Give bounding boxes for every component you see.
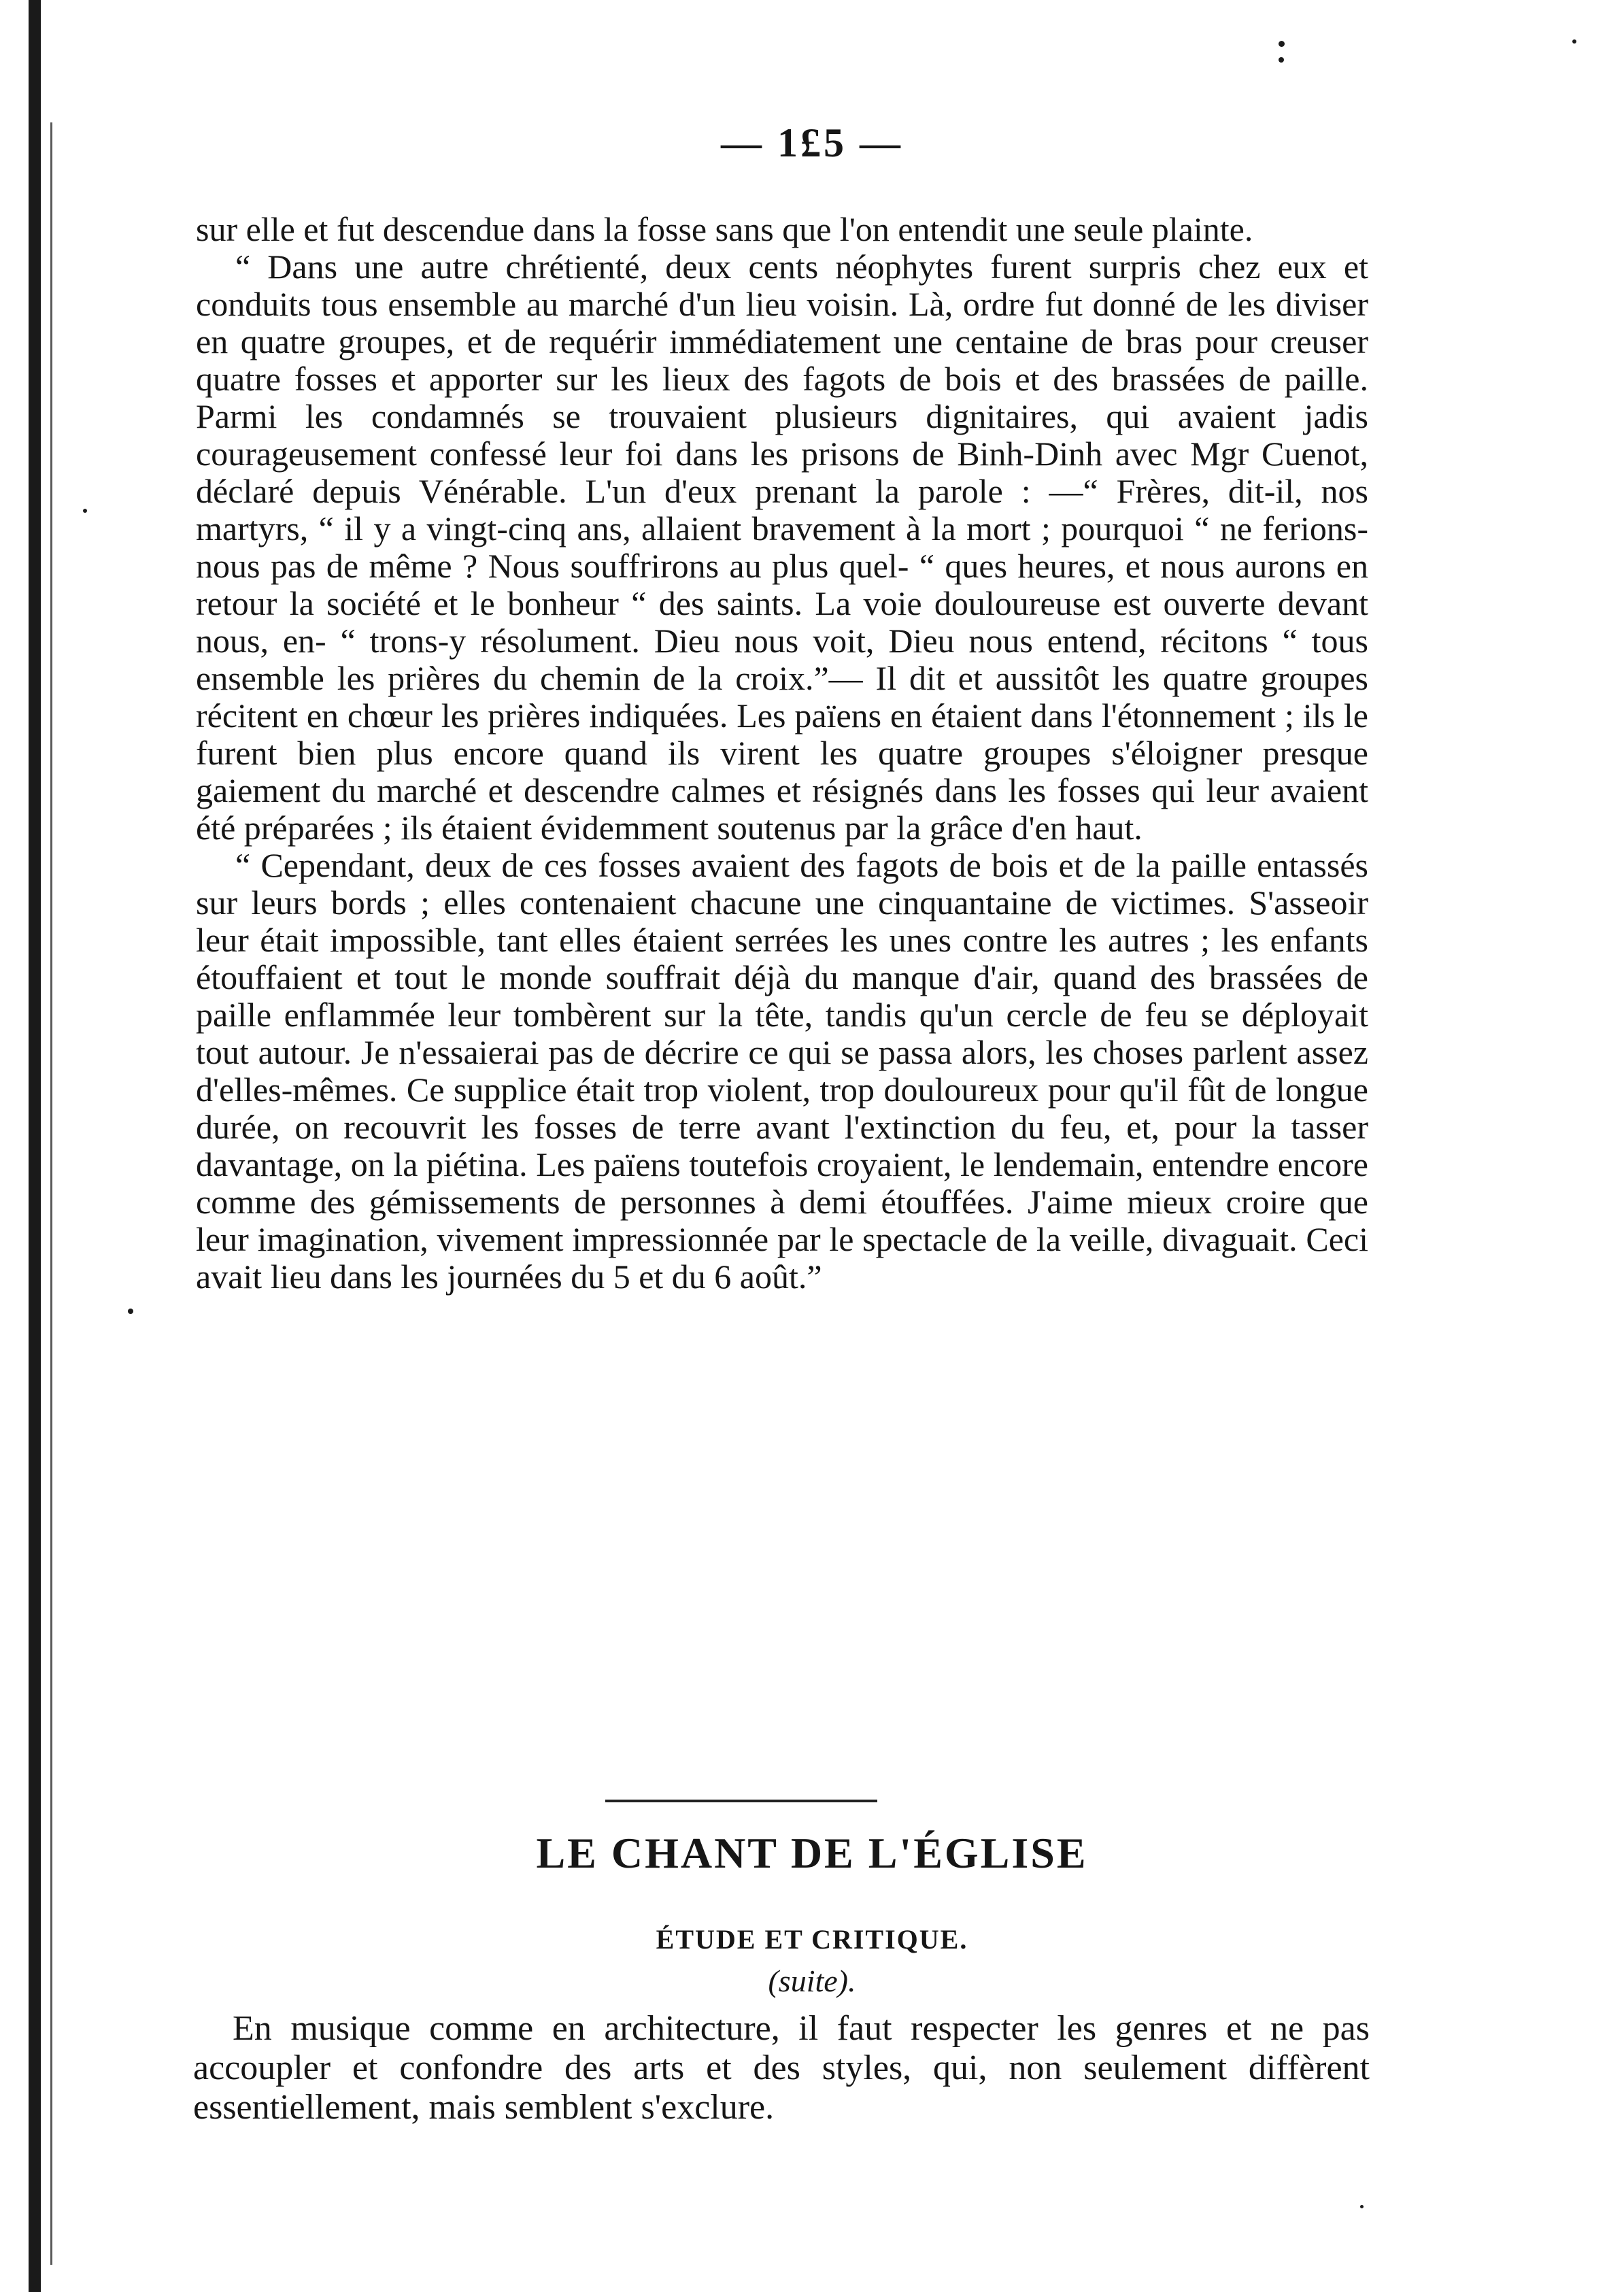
section-title: LE CHANT DE L'ÉGLISE — [536, 1829, 1088, 1877]
article-body — [196, 211, 1368, 1296]
paragraph: “ Dans une autre chrétienté, deux cents néophytes furent surpris chez eux et conduits tous ensemble au marché d'un lieu voisin. Là, ordre fut donné de les diviser en quatre groupes, et de requérir immédiatement une centaine de bras pour creuser quatre fosses et apporter sur les lieux des fagots de bois et des brassées de paille. Parmi les condamnés se trouvaient plusieurs dignitaires, qui avaient jadis courageusement confessé leur foi dans les prisons de Binh-Dinh avec Mgr Cuenot, déclaré depuis Vénérable. L'un d'eux prenant la parole : —“ Frères, dit-il, nos martyrs, “ il y a vingt-cinq ans, allaient bravement à la mort ; pourquoi “ ne ferions-nous pas de même ? Nous souffrirons au plus quel- “ ques heures, et nous aurons en retour la société et le bonheur “ des saints. La voie douloureuse est ouverte devant nous, en- “ trons-y résolument. Dieu nous voit, Dieu nous entend, récitons “ tous ensemble les prières du chemin de la croix.”— Il dit et aussitôt les quatre groupes récitent en chœur les prières indiquées. Les païens en étaient dans l'étonnement ; ils le furent bien plus encore quand ils virent les quatre groupes s'éloigner presque gaiement du marché et descendre calmes et résignés dans les fosses qui leur avaient été préparées ; ils étaient évidemment soutenus par la grâce d'en haut. — [196, 248, 1368, 847]
section-note: (suite). — [768, 1964, 856, 1998]
section-divider — [605, 1800, 877, 1802]
scan-speck — [1279, 57, 1284, 63]
scan-speck — [1360, 2205, 1364, 2208]
scan-speck — [1572, 39, 1576, 44]
section-subtitle: ÉTUDE ET CRITIQUE. — [656, 1924, 968, 1955]
scan-speck — [83, 509, 87, 513]
scan-speck — [1279, 41, 1285, 47]
page-number: — 1£5 — — [721, 120, 903, 165]
paragraph: “ Cependant, deux de ces fosses avaient des fagots de bois et de la paille entassés sur leurs bords ; elles contenaient chacune une cinquantaine de victimes. S'asseoir leur était impossible, tant elles étaient serrées les unes contre les autres ; les enfants étouffaient et tout le monde souffrait déjà du manque d'air, quand des brassées de paille enflammée leur tombèrent sur la tête, tandis qu'un cercle de feu se déployait tout autour. Je n'essaierai pas de décrire ce qui se passa alors, les choses parlent assez d'elles-mêmes. Ce supplice était trop violent, trop douloureux pour qu'il fût de longue durée, on recouvrit les fosses de terre avant l'extinction du feu, et, pour la tasser davantage, on la piétina. Les païens toutefois croyaient, le lendemain, entendre encore comme des gémissements de personnes à demi étouffées. J'aime mieux croire que leur imagination, vivement impressionnée par le spectacle de la veille, divaguait. Ceci avait lieu dans les journées du 5 et du 6 août.” — [196, 846, 1368, 1296]
paragraph: En musique comme en architecture, il faut respecter les genres et ne pas accoupler et confondre des arts et des styles, qui, non seulement diffèrent essentiellement, mais semblent s'exclure. — [193, 2009, 1370, 2127]
paragraph: sur elle et fut descendue dans la fosse sans que l'on entendit une seule plainte. — [196, 210, 1253, 248]
section-body — [193, 2009, 1370, 2127]
scan-speck — [128, 1309, 133, 1314]
